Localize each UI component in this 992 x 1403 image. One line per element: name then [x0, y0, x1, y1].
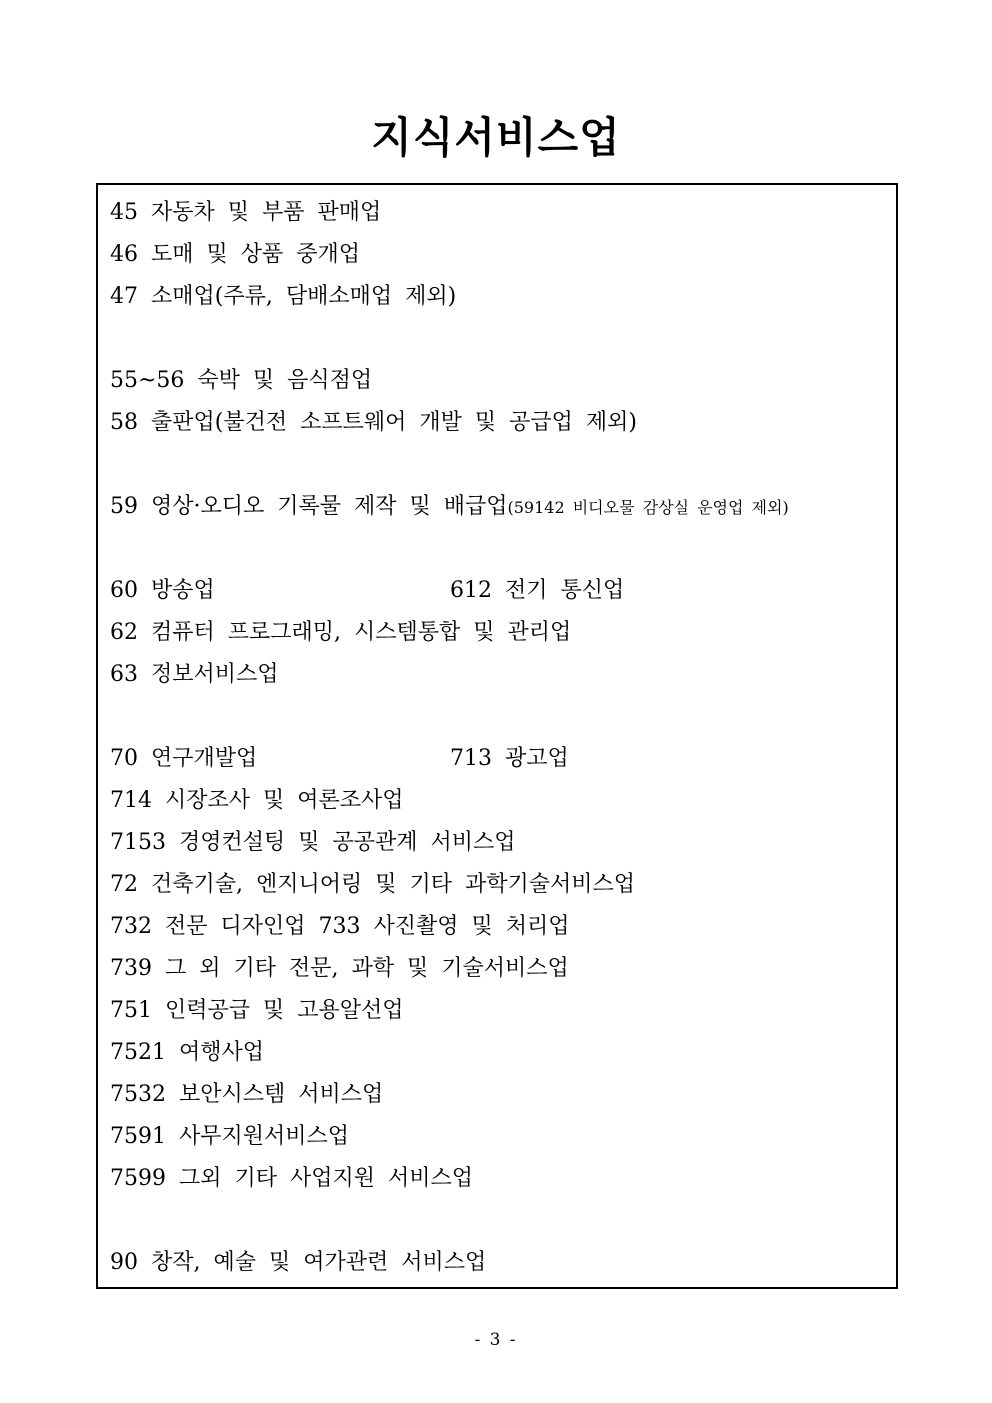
row-732-733 [110, 906, 896, 948]
row-58 [110, 402, 896, 444]
row-59 [110, 486, 896, 528]
industry-text: 90 창작, 예술 및 여가관련 서비스업 [110, 1250, 487, 1275]
industry-text: 7591 사무지원서비스업 [110, 1124, 349, 1149]
row-739 [110, 948, 896, 990]
industry-text-col2: 612 전기 통신업 [450, 578, 625, 603]
row-714 [110, 780, 896, 822]
row-7591 [110, 1116, 896, 1158]
industry-text: 58 출판업(불건전 소프트웨어 개발 및 공급업 제외) [110, 410, 637, 435]
industry-text: 7599 그외 기타 사업지원 서비스업 [110, 1166, 473, 1191]
industry-text: 7532 보안시스템 서비스업 [110, 1082, 384, 1107]
row-63 [110, 654, 896, 696]
row-751 [110, 990, 896, 1032]
row-7153 [110, 822, 896, 864]
row-62 [110, 612, 896, 654]
row-7599 [110, 1158, 896, 1200]
industry-text: 59 영상·오디오 기록물 제작 및 배급업 [110, 494, 508, 519]
industry-text: 47 소매업(주류, 담배소매업 제외) [110, 284, 457, 309]
industry-text: 46 도매 및 상품 중개업 [110, 242, 360, 267]
row-55-56 [110, 360, 896, 402]
industry-text: 70 연구개발업 [110, 746, 258, 771]
industry-text: 739 그 외 기타 전문, 과학 및 기술서비스업 [110, 956, 569, 981]
industry-list-box [96, 183, 898, 1289]
page-number: - 3 - [474, 1330, 518, 1350]
industry-text: 7521 여행사업 [110, 1040, 264, 1065]
row-7532 [110, 1074, 896, 1116]
industry-text: 63 정보서비스업 [110, 662, 279, 687]
industry-text: 7153 경영컨설팅 및 공공관계 서비스업 [110, 830, 516, 855]
industry-text: 732 전문 디자인업 733 사진촬영 및 처리업 [110, 914, 570, 939]
row-7521 [110, 1032, 896, 1074]
row-46 [110, 234, 896, 276]
industry-text-col2: 713 광고업 [450, 746, 569, 771]
industry-text: 62 컴퓨터 프로그래밍, 시스템통합 및 관리업 [110, 620, 572, 645]
row-90 [110, 1242, 896, 1284]
row-47 [110, 276, 896, 318]
industry-text: 714 시장조사 및 여론조사업 [110, 788, 404, 813]
industry-text: 60 방송업 [110, 578, 215, 603]
row-45 [110, 192, 896, 234]
industry-text: 45 자동차 및 부품 판매업 [110, 200, 382, 225]
row-72 [110, 864, 896, 906]
industry-text: 55~56 숙박 및 음식점업 [110, 368, 373, 393]
industry-text: 72 건축기술, 엔지니어링 및 기타 과학기술서비스업 [110, 872, 635, 897]
row-60 [110, 570, 896, 612]
row-70 [110, 738, 896, 780]
industry-note: (59142 비디오물 감상실 운영업 제외) [507, 498, 789, 517]
page-title: 지식서비스업 [371, 113, 621, 162]
industry-text: 751 인력공급 및 고용알선업 [110, 998, 404, 1023]
